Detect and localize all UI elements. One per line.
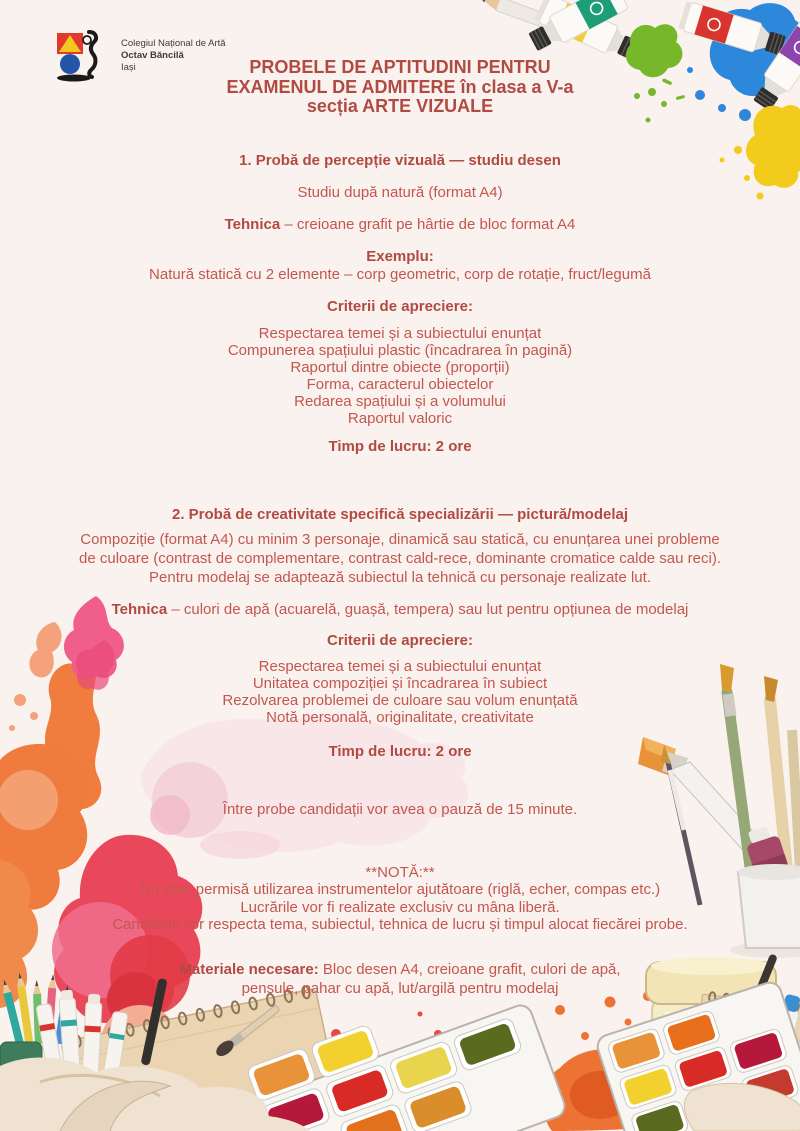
criteria-item: Notă personală, originalitate, creativitate <box>266 708 534 726</box>
example-label: Exemplu: <box>366 247 434 265</box>
section1-heading: 1. Probă de percepție vizuală — studiu desen <box>239 151 561 169</box>
materials-block: Materiale necesare: Bloc desen A4, creioane grafit, culori de apă, pensule, pahar cu apă, lut/argilă pentru modelaj <box>179 960 621 997</box>
criteria-item: Raportul valoric <box>347 409 453 427</box>
section2-technique-line: Tehnica – culori de apă (acuarelă, guașă, tempera) sau lut pentru opțiunea de modelaj <box>111 600 689 618</box>
school-name <box>121 38 226 74</box>
school-logo-icon <box>56 30 112 82</box>
criteria-item: Respectarea temei și a subiectului enunțat <box>258 324 542 342</box>
criteria-item: Redarea spațiului și a volumului <box>294 392 506 410</box>
section2-heading: 2. Probă de creativitate specifică specializării — pictură/modelaj <box>171 505 629 523</box>
school-name-line1: Colegiul Național de Artă <box>121 38 226 49</box>
nota-heading: **NOTĂ:** <box>365 863 435 881</box>
technique-label: Tehnica <box>224 215 281 233</box>
materials-label: Materiale necesare: <box>179 960 319 978</box>
poster-content <box>40 50 760 998</box>
page-title: PROBELE DE APTITUDINI PENTRU EXAMENUL DE ADMITERE în clasa a V-a secția ARTE VIZUALE <box>226 57 574 116</box>
school-logo <box>56 30 226 82</box>
section1-work-time: Timp de lucru: 2 ore <box>328 437 472 455</box>
section1-example <box>40 248 760 284</box>
section1-criteria-list <box>40 325 760 427</box>
section1-criteria-heading: Criterii de apreciere: <box>327 297 473 315</box>
criteria-item: Rezolvarea problemei de culoare sau volum enunțată <box>222 691 578 709</box>
section2-paragraph: Compoziție (format A4) cu minim 3 personaje, dinamică sau statică, cu enunțarea unei probleme de culoare (contrast de complementare, contrast cald-rece, dominante cromatice calde sau reci). Pentru modelaj se adaptează subiectul la tehnică cu personaje realizate lut. <box>79 530 721 586</box>
section1-study-line: Studiu după natură (format A4) <box>297 183 503 201</box>
nota-block <box>40 864 760 934</box>
school-name-line2: Octav Băncilă <box>121 50 184 61</box>
section2-criteria-heading: Criterii de apreciere: <box>327 631 473 649</box>
criteria-item: Compunerea spațiului plastic (încadrarea în pagină) <box>227 341 573 359</box>
criteria-item: Raportul dintre obiecte (proporții) <box>290 358 510 376</box>
criteria-item: Forma, caracterul obiectelor <box>306 375 494 393</box>
pause-note: Între probe candidații vor avea o pauză de 15 minute. <box>222 800 578 818</box>
criteria-item: Respectarea temei și a subiectului enunțat <box>258 657 542 675</box>
section2-criteria-list <box>40 658 760 726</box>
section1-technique-line: Tehnica – creioane grafit pe hârtie de bloc format A4 <box>224 215 576 233</box>
section2-work-time: Timp de lucru: 2 ore <box>328 742 472 760</box>
example-text: Natură statică cu 2 elemente – corp geometric, corp de rotație, fruct/legumă <box>149 265 651 283</box>
criteria-item: Unitatea compoziției și încadrarea în subiect <box>252 674 548 692</box>
nota-lines: Nu este permisă utilizarea instrumentelor ajutătoare (riglă, echer, compas etc.) Lucrările vor fi realizate exclusiv cu mâna liberă. Candidații vor respecta tema, subiectul, tehnica de lucru și timpul alocat fiecărei probe. <box>112 881 688 933</box>
technique-label: Tehnica <box>111 600 168 618</box>
school-name-line3: Iași <box>121 62 136 73</box>
